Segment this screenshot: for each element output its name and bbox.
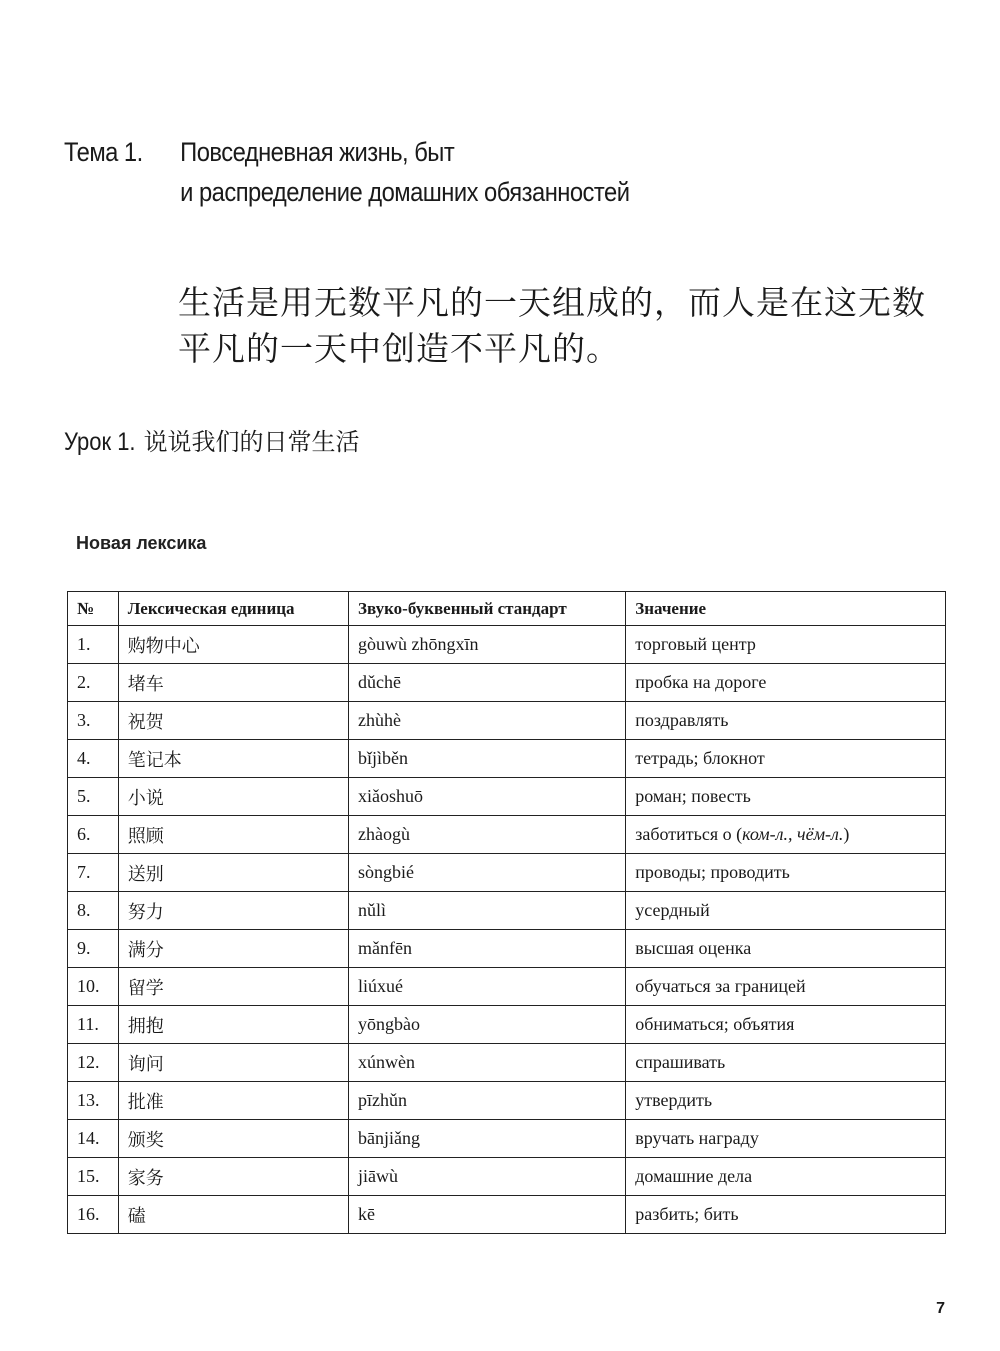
cell-word: 送别	[118, 854, 348, 892]
cell-pinyin: mǎnfēn	[349, 930, 626, 968]
cell-meaning: вручать награду	[626, 1120, 946, 1158]
table-row	[68, 968, 946, 1006]
table-row	[68, 778, 946, 816]
cell-pinyin: zhàogù	[349, 816, 626, 854]
lesson-number: Урок 1.	[64, 428, 136, 456]
cell-pinyin: liúxué	[349, 968, 626, 1006]
cell-number: 15.	[68, 1158, 119, 1196]
header-number: №	[68, 592, 119, 626]
table-row	[68, 626, 946, 664]
cell-word: 购物中心	[118, 626, 348, 664]
table-row	[68, 1082, 946, 1120]
cell-number: 5.	[68, 778, 119, 816]
table-row	[68, 892, 946, 930]
cell-number: 11.	[68, 1006, 119, 1044]
meaning-italic: ком-л., чём-л.	[742, 824, 844, 844]
cell-pinyin: sòngbié	[349, 854, 626, 892]
cell-pinyin: zhùhè	[349, 702, 626, 740]
table-row	[68, 816, 946, 854]
cell-word: 磕	[118, 1196, 348, 1234]
cell-pinyin: gòuwù zhōngxīn	[349, 626, 626, 664]
table-row	[68, 702, 946, 740]
cell-word: 满分	[118, 930, 348, 968]
cell-number: 12.	[68, 1044, 119, 1082]
cell-word: 拥抱	[118, 1006, 348, 1044]
cell-pinyin: pīzhǔn	[349, 1082, 626, 1120]
cell-meaning: торговый центр	[626, 626, 946, 664]
table-row	[68, 1006, 946, 1044]
cell-word: 祝贺	[118, 702, 348, 740]
vocabulary-table-body	[68, 626, 946, 1234]
cell-meaning: тетрадь; блокнот	[626, 740, 946, 778]
table-row	[68, 1120, 946, 1158]
theme-title-line-2: и распределение домашних обязанностей	[180, 177, 630, 207]
table-header-row	[68, 592, 946, 626]
table-row	[68, 1196, 946, 1234]
cell-number: 8.	[68, 892, 119, 930]
cell-number: 2.	[68, 664, 119, 702]
cell-pinyin: dǔchē	[349, 664, 626, 702]
cell-word: 家务	[118, 1158, 348, 1196]
cell-number: 9.	[68, 930, 119, 968]
section-title: Новая лексика	[76, 533, 207, 553]
cell-meaning: обучаться за границей	[626, 968, 946, 1006]
cell-meaning: пробка на дороге	[626, 664, 946, 702]
page-number: 7	[936, 1300, 945, 1317]
cell-pinyin: jiāwù	[349, 1158, 626, 1196]
cell-meaning: усердный	[626, 892, 946, 930]
table-row	[68, 854, 946, 892]
table-row	[68, 1158, 946, 1196]
cell-word: 堵车	[118, 664, 348, 702]
theme-title-line-1: Повседневная жизнь, быт	[180, 137, 455, 167]
cell-number: 3.	[68, 702, 119, 740]
theme-number: Тема 1.	[64, 137, 143, 167]
cell-word: 小说	[118, 778, 348, 816]
quote-line-1: 生活是用无数平凡的一天组成的，而人是在这无数	[178, 283, 926, 322]
cell-number: 7.	[68, 854, 119, 892]
cell-number: 14.	[68, 1120, 119, 1158]
table-row	[68, 930, 946, 968]
cell-word: 批准	[118, 1082, 348, 1120]
cell-word: 笔记本	[118, 740, 348, 778]
cell-pinyin: xúnwèn	[349, 1044, 626, 1082]
cell-meaning: утвердить	[626, 1082, 946, 1120]
cell-word: 颁奖	[118, 1120, 348, 1158]
cell-meaning: поздравлять	[626, 702, 946, 740]
cell-number: 16.	[68, 1196, 119, 1234]
cell-pinyin: bǐjìběn	[349, 740, 626, 778]
cell-pinyin: yōngbào	[349, 1006, 626, 1044]
cell-pinyin: xiǎoshuō	[349, 778, 626, 816]
lesson-heading	[64, 422, 360, 463]
cell-meaning: проводы; проводить	[626, 854, 946, 892]
cell-meaning: спрашивать	[626, 1044, 946, 1082]
epigraph-quote	[178, 280, 968, 372]
quote-line-2: 平凡的一天中创造不平凡的。	[178, 329, 620, 368]
header-meaning: Значение	[626, 592, 946, 626]
cell-pinyin: bānjiǎng	[349, 1120, 626, 1158]
lesson-title: 说说我们的日常生活	[143, 428, 360, 456]
table-row	[68, 740, 946, 778]
vocabulary-table	[67, 591, 946, 1234]
cell-word: 努力	[118, 892, 348, 930]
cell-meaning: роман; повесть	[626, 778, 946, 816]
cell-pinyin: kē	[349, 1196, 626, 1234]
cell-number: 10.	[68, 968, 119, 1006]
header-pinyin: Звуко-буквенный стандарт	[349, 592, 626, 626]
table-row	[68, 664, 946, 702]
cell-number: 6.	[68, 816, 119, 854]
cell-pinyin: nǔlì	[349, 892, 626, 930]
cell-meaning: обниматься; объятия	[626, 1006, 946, 1044]
header-lexical-unit: Лексическая единица	[118, 592, 348, 626]
cell-word: 询问	[118, 1044, 348, 1082]
cell-number: 1.	[68, 626, 119, 664]
cell-meaning: высшая оценка	[626, 930, 946, 968]
cell-number: 13.	[68, 1082, 119, 1120]
cell-word: 留学	[118, 968, 348, 1006]
cell-meaning: разбить; бить	[626, 1196, 946, 1234]
table-row	[68, 1044, 946, 1082]
cell-meaning: заботиться о (ком-л., чём-л.)	[626, 816, 946, 854]
cell-word: 照顾	[118, 816, 348, 854]
cell-meaning: домашние дела	[626, 1158, 946, 1196]
cell-number: 4.	[68, 740, 119, 778]
